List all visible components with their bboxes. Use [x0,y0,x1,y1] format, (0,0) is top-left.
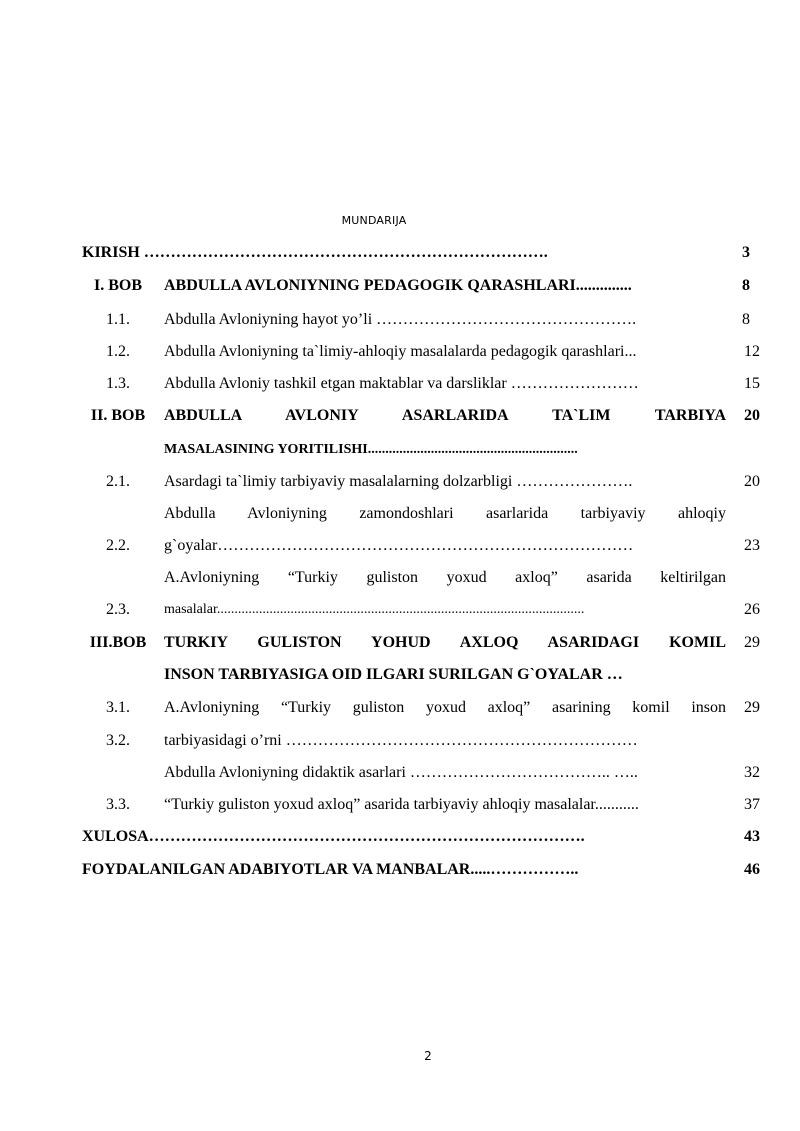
toc-page-number: 8 [742,311,750,328]
toc-section-3-3 [82,796,762,826]
toc-section-title-line1: Abdulla Avloniyning zamondoshlari asarlarida tarbiyaviy ahloqiy [164,505,726,522]
toc-section-title: Abdulla Avloniyning didaktik asarlari ……………………………….. ….. [164,764,638,781]
toc-section-title: Abdulla Avloniyning ta`limiy-ahloqiy masalalarda pedagogik qarashlari... [164,343,637,360]
toc-section-2-3-continued [82,601,762,631]
toc-page-number: 23 [744,537,760,554]
toc-entry-references [82,861,762,891]
toc-section-number: 3.2. [106,732,130,749]
toc-section-2-2-continued [82,537,762,567]
toc-entry-xulosa [82,828,762,858]
toc-section-title: Abdulla Avloniy tashkil etgan maktablar va darsliklar …………………… [164,375,639,392]
toc-chapter-number: III.BOB [89,634,147,651]
toc-chapter-title-line2: MASALASINING YORITILISHI............................................................ [164,442,578,457]
toc-page-number: 29 [744,699,760,716]
toc-section-number: 2.2. [106,537,130,554]
toc-page-number: 3 [742,244,750,261]
toc-chapter-number: I. BOB [93,277,142,294]
toc-page-number: 20 [744,473,760,490]
toc-section-number: 1.1. [106,311,130,328]
toc-page-number: 26 [744,601,760,618]
toc-page-number: 37 [744,796,760,813]
toc-section-1-3 [82,375,762,405]
toc-page-number: 20 [744,407,760,424]
toc-section-number: 2.3. [106,601,130,618]
toc-chapter-title-line1: TURKIY GULISTON YOHUD AXLOQ ASARIDAGI KOMIL [164,634,726,651]
toc-section-3-1-title-line2: tarbiyasidagi o’rni ………………………………………………………… [164,732,638,749]
toc-page-number: 46 [744,861,760,878]
toc-section-3-2-title [82,764,762,794]
toc-section-title: Abdulla Avloniyning hayot yo’li …………………………………………. [164,311,637,328]
toc-page-number: 43 [744,828,760,845]
toc-section-1-1 [82,311,762,341]
toc-section-number: 3.3. [106,796,130,813]
toc-chapter-number: II. BOB [90,407,146,424]
toc-chapter-1 [82,277,762,307]
toc-section-number: 1.3. [106,375,130,392]
page-number: 2 [424,1049,432,1063]
toc-entry-text: KIRISH …………………………………………………………………. [82,244,548,261]
toc-chapter-3-continued [82,666,762,696]
toc-section-3-1 [82,699,762,729]
toc-section-3-2 [82,732,762,762]
toc-section-title: “Turkiy guliston yoxud axloq” asarida tarbiyaviy ahloqiy masalalar........... [164,796,639,813]
toc-section-title-line1: A.Avloniyning “Turkiy guliston yoxud axloq” asarining komil inson [164,699,726,716]
toc-entry-text: XULOSA………………………………………………………………………. [82,828,585,845]
toc-section-title-line2: g`oyalar…………………………………………………………………… [164,537,634,554]
toc-chapter-title-line2: INSON TARBIYASIGA OID ILGARI SURILGAN G`OYALAR … [164,666,623,683]
toc-section-title: Asardagi ta`limiy tarbiyaviy masalalarning dolzarbligi …………………. [164,473,633,490]
toc-chapter-title: ABDULLA AVLONIYNING PEDAGOGIK QARASHLARI.............. [164,277,632,294]
toc-section-2-1 [82,473,762,503]
toc-chapter-3 [82,634,762,664]
toc-page-number: 15 [744,375,760,392]
toc-page-number: 29 [744,634,760,651]
toc-section-1-2 [82,343,762,373]
toc-chapter-title-line1: ABDULLA AVLONIY ASARLARIDA TA`LIM TARBIYA [164,407,726,424]
toc-page-number: 32 [744,764,760,781]
toc-section-2-3 [82,569,762,599]
toc-section-number: 1.2. [106,343,130,360]
toc-page-number: 8 [742,277,750,294]
toc-section-number: 3.1. [106,699,130,716]
toc-page-number: 12 [744,343,760,360]
toc-entry-kirish [82,244,762,274]
toc-section-number: 2.1. [106,473,130,490]
toc-chapter-2-continued [82,440,762,470]
toc-heading: MUNDARIJA [341,214,407,227]
toc-chapter-2 [82,407,762,437]
toc-section-2-2 [82,505,762,535]
toc-section-title-line1: A.Avloniyning “Turkiy guliston yoxud axloq” asarida keltirilgan [164,569,726,586]
toc-section-title-line2: masalalar......................................................................................................... [164,602,585,617]
toc-entry-text: FOYDALANILGAN ADABIYOTLAR VA MANBALAR.....…………….. [82,861,579,878]
